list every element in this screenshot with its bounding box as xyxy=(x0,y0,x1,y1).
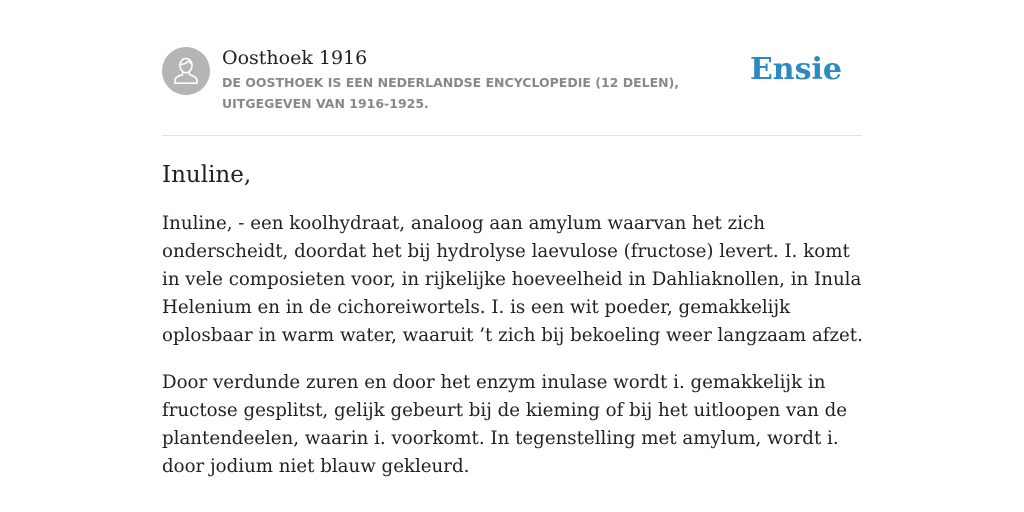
article-paragraph: Door verdunde zuren en door het enzym inulase wordt i. gemakkelijk in fructose gesplitst, gelijk gebeurt bij de kieming of bij het uitloopen van de plantendeelen, waarin i. voorkomt. In tegenstelling met amylum, wordt i. door jodium niet blauw gekleurd. xyxy=(162,372,848,477)
avatar[interactable] xyxy=(162,47,210,95)
source-header xyxy=(162,46,862,136)
article-title: Inuline, xyxy=(162,162,252,188)
user-silhouette-icon xyxy=(162,47,210,95)
ensie-logo[interactable]: Ensie xyxy=(749,52,842,87)
source-title[interactable]: Oosthoek 1916 xyxy=(222,47,368,69)
article xyxy=(162,158,868,481)
source-description: DE OOSTHOEK IS EEN NEDERLANDSE ENCYCLOPEDIE (12 DELEN), UITGEGEVEN VAN 1916-1925. xyxy=(222,75,680,111)
article-paragraph: Inuline, - een koolhydraat, analoog aan amylum waarvan het zich onderscheidt, doordat het bij hydrolyse laevulose (fructose) levert. I. komt in vele composieten voor, in rijkelijke hoeveelheid in Dahliaknollen, in Inula Helenium en in de cichoreiwortels. I. is een wit poeder, gemakkelijk oplosbaar in warm water, waaruit ’t zich bij bekoeling weer langzaam afzet. xyxy=(162,213,863,346)
